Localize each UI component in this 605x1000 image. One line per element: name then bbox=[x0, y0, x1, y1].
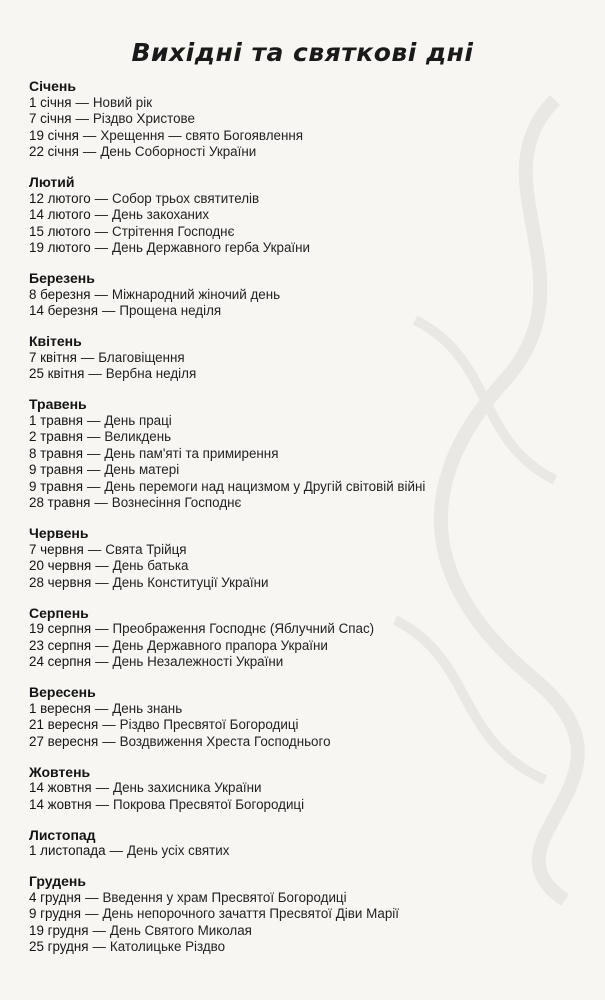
dash-separator: — bbox=[86, 445, 101, 461]
month-heading: Листопад bbox=[29, 826, 96, 843]
holiday-entry bbox=[29, 366, 589, 383]
holiday-list bbox=[29, 78, 589, 969]
dash-separator: — bbox=[86, 412, 101, 428]
holiday-date: 22 січня bbox=[29, 144, 79, 159]
dash-separator: — bbox=[102, 717, 116, 732]
holiday-name: Прощена неділя bbox=[119, 303, 222, 318]
dash-separator: — bbox=[94, 223, 109, 239]
holiday-name: День непорочного зачаття Пресвятої Діви Марії bbox=[102, 906, 399, 921]
month-heading: Лютий bbox=[29, 174, 75, 190]
holiday-entry bbox=[29, 495, 589, 512]
holiday-name: Стрітення Господнє bbox=[112, 223, 235, 239]
dash-separator: — bbox=[80, 349, 95, 365]
holiday-entry bbox=[29, 111, 589, 128]
month-section bbox=[29, 78, 589, 161]
holiday-date: 8 травня bbox=[29, 445, 83, 461]
holiday-name: Новий рік bbox=[92, 94, 153, 110]
holiday-entry bbox=[29, 413, 589, 430]
holiday-date: 12 лютого bbox=[29, 190, 91, 206]
month-section bbox=[29, 873, 589, 956]
dash-separator: — bbox=[95, 780, 110, 795]
holiday-date: 7 квітня bbox=[29, 349, 77, 365]
holiday-date: 25 квітня bbox=[29, 366, 85, 381]
holiday-entry bbox=[29, 128, 589, 145]
holiday-date: 14 жовтня bbox=[29, 780, 92, 795]
holiday-date: 1 вересня bbox=[29, 700, 91, 716]
holiday-name: День Конституції України bbox=[112, 574, 269, 590]
holiday-date: 7 січня bbox=[29, 111, 72, 126]
month-heading: Жовтень bbox=[29, 763, 91, 780]
holiday-entry bbox=[29, 717, 589, 734]
holiday-entry bbox=[29, 923, 589, 940]
holiday-entry bbox=[29, 734, 589, 751]
holiday-date: 1 травня bbox=[29, 412, 83, 428]
holiday-entry bbox=[29, 287, 589, 304]
holiday-name: День Незалежності України bbox=[112, 654, 284, 669]
holiday-date: 25 грудня bbox=[29, 939, 89, 954]
dash-separator: — bbox=[95, 796, 110, 812]
dash-separator: — bbox=[109, 843, 123, 858]
holiday-entry bbox=[29, 446, 589, 463]
holiday-name: Покрова Пресвятої Богородиці bbox=[113, 796, 305, 812]
holiday-entry bbox=[29, 429, 589, 446]
month-section bbox=[29, 827, 589, 860]
dash-separator: — bbox=[86, 478, 101, 494]
holiday-entry bbox=[29, 303, 589, 320]
dash-separator: — bbox=[75, 111, 89, 126]
holiday-name: Вознесіння Господнє bbox=[111, 495, 242, 510]
holiday-entry bbox=[29, 780, 589, 797]
holiday-name: Міжнародний жіночий день bbox=[111, 286, 281, 302]
holiday-name: День Державного герба України bbox=[112, 240, 311, 255]
dash-separator: — bbox=[87, 541, 102, 557]
holiday-date: 15 лютого bbox=[29, 223, 91, 239]
holiday-name: Різдво Христове bbox=[92, 111, 195, 126]
holiday-date: 28 травня bbox=[29, 495, 91, 510]
holiday-entry bbox=[29, 240, 589, 257]
holiday-entry bbox=[29, 701, 589, 718]
holiday-entry bbox=[29, 191, 589, 208]
dash-separator: — bbox=[88, 366, 102, 381]
dash-separator: — bbox=[102, 733, 116, 749]
holiday-entry bbox=[29, 890, 589, 907]
dash-separator: — bbox=[94, 495, 108, 510]
holiday-date: 8 березня bbox=[29, 286, 91, 302]
dash-separator: — bbox=[94, 286, 108, 302]
month-section bbox=[29, 605, 589, 671]
holiday-date: 19 січня bbox=[29, 127, 79, 143]
dash-separator: — bbox=[86, 429, 101, 444]
holiday-date: 9 грудня bbox=[29, 906, 82, 921]
holiday-entry bbox=[29, 542, 589, 559]
holiday-date: 9 травня bbox=[29, 478, 83, 494]
month-heading: Вересень bbox=[29, 684, 96, 700]
holiday-name: Собор трьох святителів bbox=[112, 190, 260, 206]
holiday-date: 19 серпня bbox=[29, 621, 92, 636]
dash-separator: — bbox=[95, 558, 109, 573]
holiday-date: 2 травня bbox=[29, 429, 83, 444]
holiday-name: День усіх святих bbox=[126, 843, 230, 858]
holiday-date: 7 червня bbox=[29, 541, 84, 557]
month-section bbox=[29, 270, 589, 320]
month-section bbox=[29, 333, 589, 383]
dash-separator: — bbox=[86, 462, 101, 477]
holiday-date: 19 лютого bbox=[29, 240, 91, 255]
month-heading: Квітень bbox=[29, 333, 82, 349]
holiday-entry bbox=[29, 843, 589, 860]
holiday-name: День батька bbox=[112, 558, 189, 573]
dash-separator: — bbox=[94, 700, 109, 716]
dash-separator: — bbox=[95, 654, 109, 669]
dash-separator: — bbox=[94, 190, 109, 206]
month-section bbox=[29, 684, 589, 750]
dash-separator: — bbox=[94, 207, 109, 222]
month-heading: Серпень bbox=[29, 604, 89, 621]
holiday-name: День праці bbox=[104, 412, 172, 428]
holiday-name: Воздвиження Хреста Господнього bbox=[119, 733, 331, 749]
holiday-entry bbox=[29, 638, 589, 655]
month-heading: Березень bbox=[29, 270, 95, 286]
holiday-entry bbox=[29, 654, 589, 671]
dash-separator: — bbox=[75, 94, 89, 110]
holiday-date: 23 серпня bbox=[29, 637, 92, 653]
holiday-name: День Соборності України bbox=[100, 144, 257, 159]
holiday-date: 28 червня bbox=[29, 574, 92, 590]
holiday-entry bbox=[29, 479, 589, 496]
holiday-entry bbox=[29, 939, 589, 956]
holiday-name: День Святого Миколая bbox=[109, 922, 252, 938]
holiday-name: День закоханих bbox=[112, 207, 210, 222]
holiday-date: 21 вересня bbox=[29, 717, 99, 732]
holiday-entry bbox=[29, 906, 589, 923]
month-heading: Червень bbox=[29, 525, 89, 541]
holiday-date: 14 березня bbox=[29, 303, 98, 318]
holiday-name: День матері bbox=[104, 462, 180, 477]
holiday-entry bbox=[29, 95, 589, 112]
holiday-date: 14 лютого bbox=[29, 207, 91, 222]
holiday-name: Преображення Господнє (Яблучний Спас) bbox=[112, 621, 375, 636]
holiday-date: 9 травня bbox=[29, 462, 83, 477]
month-heading: Травень bbox=[29, 396, 87, 412]
dash-separator: — bbox=[94, 240, 109, 255]
dash-separator: — bbox=[101, 303, 116, 318]
dash-separator: — bbox=[85, 906, 99, 921]
month-section bbox=[29, 396, 589, 512]
holiday-entry bbox=[29, 224, 589, 241]
holiday-name: Введення у храм Пресвятої Богородиці bbox=[102, 889, 347, 905]
holiday-name: Великдень bbox=[104, 429, 172, 444]
holiday-date: 4 грудня bbox=[29, 889, 82, 905]
holiday-entry bbox=[29, 462, 589, 479]
holiday-entry bbox=[29, 144, 589, 161]
holiday-name: Свята Трійця bbox=[105, 541, 187, 557]
holiday-date: 19 грудня bbox=[29, 922, 89, 938]
dash-separator: — bbox=[85, 889, 99, 905]
holiday-date: 1 січня bbox=[29, 94, 72, 110]
holiday-name: День захисника України bbox=[113, 780, 262, 795]
dash-separator: — bbox=[82, 144, 97, 159]
holiday-date: 24 серпня bbox=[29, 654, 92, 669]
holiday-date: 20 червня bbox=[29, 558, 92, 573]
holiday-name: Благовіщення bbox=[98, 349, 185, 365]
holiday-name: День знань bbox=[112, 700, 183, 716]
page-title: Вихідні та святкові дні bbox=[131, 38, 474, 67]
holiday-date: 1 листопада bbox=[29, 843, 106, 858]
holiday-date: 27 вересня bbox=[29, 733, 99, 749]
holiday-name: Вербна неділя bbox=[105, 366, 197, 381]
dash-separator: — bbox=[92, 939, 106, 954]
holiday-name: Різдво Пресвятої Богородиці bbox=[119, 717, 299, 732]
month-section bbox=[29, 525, 589, 591]
dash-separator: — bbox=[95, 637, 109, 653]
holiday-name: День перемоги над нацизмом у Другій світовій війні bbox=[104, 478, 426, 494]
holiday-entry bbox=[29, 558, 589, 575]
holiday-entry bbox=[29, 797, 589, 814]
month-heading: Січень bbox=[29, 78, 76, 94]
holiday-name: День Державного прапора України bbox=[112, 637, 328, 653]
month-section bbox=[29, 174, 589, 257]
holiday-entry bbox=[29, 575, 589, 592]
holiday-entry bbox=[29, 350, 589, 367]
holiday-date: 14 жовтня bbox=[29, 796, 92, 812]
holiday-name: День пам'яті та примирення bbox=[104, 445, 279, 461]
dash-separator: — bbox=[82, 127, 97, 143]
month-section bbox=[29, 764, 589, 814]
dash-separator: — bbox=[95, 574, 109, 590]
dash-separator: — bbox=[95, 621, 109, 636]
holiday-entry bbox=[29, 621, 589, 638]
holiday-entry bbox=[29, 207, 589, 224]
month-heading: Грудень bbox=[29, 873, 86, 889]
holiday-name: Католицьке Різдво bbox=[109, 939, 226, 954]
holiday-name: Хрещення — свято Богоявлення bbox=[100, 127, 304, 143]
dash-separator: — bbox=[92, 922, 106, 938]
